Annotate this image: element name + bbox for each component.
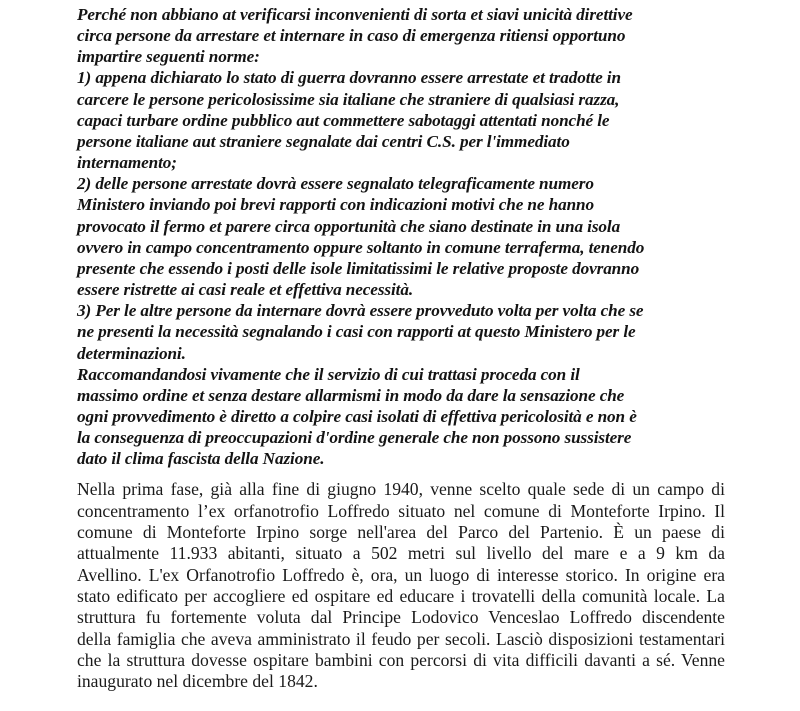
body-line: struttura fu fortemente voluta dal Principe Lodovico Venceslao Loffredo discendente	[77, 607, 725, 628]
body-line: comune di Monteforte Irpino sorge nell'area del Parco del Partenio. È un paese di	[77, 522, 725, 543]
quote-line: ovvero in campo concentramento oppure soltanto in comune terraferma, tenendo	[77, 237, 645, 257]
quote-line: provocato il fermo et parere circa opportunità che siano destinate in una isola	[77, 216, 621, 236]
quote-line: massimo ordine et senza destare allarmismi in modo da dare la sensazione che	[77, 385, 625, 405]
quote-line: determinazioni.	[77, 343, 186, 363]
quote-line: circa persone da arrestare et internare in caso di emergenza ritiensi opportuno	[77, 26, 626, 46]
quote-line: 2) delle persone arrestate dovrà essere segnalato telegraficamente numero	[77, 174, 594, 194]
body-line: concentramento l’ex orfanotrofio Loffredo situato nel comune di Monteforte Irpino. Il	[77, 500, 725, 521]
body-line: inaugurato nel dicembre del 1842.	[77, 671, 318, 692]
document-page	[77, 4, 725, 692]
body-line: della famiglia che aveva amministrato il feudo per secoli. Lasciò disposizioni testamentari	[77, 628, 725, 649]
quote-line: presente che essendo i posti delle isole limitatissimi le relative proposte dovranno	[77, 258, 640, 278]
quote-line: Raccomandandosi vivamente che il servizio di cui trattasi proceda con il	[77, 364, 580, 384]
quote-line: dato il clima fascista della Nazione.	[77, 449, 325, 469]
body-paragraph	[77, 479, 725, 692]
quote-line: 3) Per le altre persone da internare dovrà essere provveduto volta per volta che se	[77, 301, 644, 321]
quote-line: impartire seguenti norme:	[77, 47, 260, 67]
quote-line: essere ristrette ai casi reale et effettiva necessità.	[77, 280, 414, 300]
body-line: che la struttura dovesse ospitare bambini con percorsi di vita difficili davanti a sé. Venne	[77, 649, 725, 670]
quoted-directive-block	[77, 4, 725, 469]
quote-line: persone italiane aut straniere segnalate dai centri C.S. per l'immediato	[77, 131, 570, 151]
quote-line: ogni provvedimento è diretto a colpire casi isolati di effettiva pericolosità e non è	[77, 406, 637, 426]
body-line: stato edificato per accogliere ed ospitare ed educare i trovatelli della comunità locale. La	[77, 585, 725, 606]
quote-line: carcere le persone pericolosissime sia italiane che straniere di qualsiasi razza,	[77, 89, 620, 109]
quote-line: capaci turbare ordine pubblico aut commettere sabotaggi attentati nonché le	[77, 110, 610, 130]
quote-line: ne presenti la necessità segnalando i casi con rapporti at questo Ministero per le	[77, 322, 636, 342]
quote-line: Perché non abbiano at verificarsi inconvenienti di sorta et siavi unicità direttive	[77, 5, 633, 24]
body-line: Avellino. L'ex Orfanotrofio Loffredo è, ora, un luogo di interesse storico. In origine era	[77, 564, 725, 585]
quote-line: la conseguenza di preoccupazioni d'ordine generale che non possono sussistere	[77, 428, 632, 448]
quote-line: internamento;	[77, 153, 177, 173]
quote-line: 1) appena dichiarato lo stato di guerra dovranno essere arrestate et tradotte in	[77, 68, 621, 88]
body-line: Nella prima fase, già alla fine di giugno 1940, venne scelto quale sede di un campo di	[77, 479, 725, 500]
body-line: attualmente 11.933 abitanti, situato a 502 metri sul livello del mare e a 9 km da	[77, 543, 725, 564]
quote-line: Ministero inviando poi brevi rapporti con indicazioni motivi che ne hanno	[77, 195, 594, 215]
